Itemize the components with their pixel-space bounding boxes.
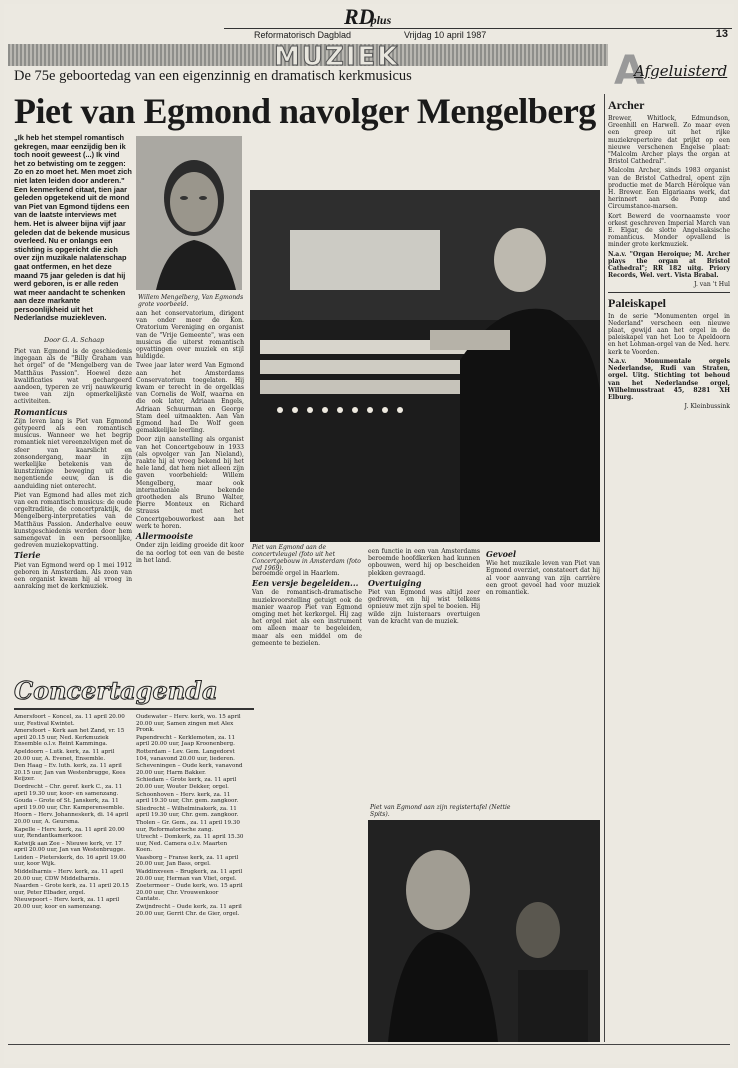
agenda-entry: Den Haag – Ev. luth. kerk, za. 11 april 20.15 uur, Jan van Westenbrugge, Kees Keijzer. [14, 763, 126, 783]
agenda-column-right [136, 714, 244, 918]
page-bottom-rule [8, 1044, 730, 1045]
masthead-rule [224, 28, 732, 29]
article-headline: Piet van Egmond navolger Mengelberg [14, 91, 596, 131]
agenda-entry: Zoetermeer – Oude kerk, wo. 15 april 20.00 uur, Chr. Vrouwenkoor Cantate. [136, 883, 243, 903]
issue-date: Vrijdag 10 april 1987 [404, 30, 487, 40]
review-column-logo [614, 48, 732, 94]
subhead-allermooiste: Allermooiste [136, 531, 194, 542]
agenda-entry: Middelharnis – Herv. kerk, za. 11 april 20.00 uur, CDW Middelharnis. [14, 869, 124, 882]
subhead-tierie: Tierie [14, 550, 41, 561]
subhead-een-versje: Een versje begeleiden... [252, 578, 359, 589]
agenda-entry: Apeldoorn – Lutk. kerk, za. 11 april 20.00 uur, A. Evenet, Ensemble. [14, 748, 115, 762]
photo-caption-2: Piet van Egmond aan de concertvleugel (foto uit het Concertgebouw in Amsterdam (foto rvd 1969). [252, 544, 361, 572]
article-column-3: beroemde orgel in Haarlem. Een versje begeleiden... Van de romantisch-dramatische muziekvoorstelling getuigt ook de manier waarop Piet van Egmond omging met het kerkorgel. Hij zag het orgel niet als een instrument om alleen maar te begeleiden, maar als een middel om de gemeente te bezielen. [252, 570, 362, 647]
agenda-entry: Gouda – Grote of St. Janskerk, za. 11 april 19.00 uur, Chr. Kamperensemble. [14, 798, 125, 811]
newspaper-page [4, 4, 734, 1064]
organist-portrait-photo [368, 820, 600, 1042]
agenda-entry: Zwijndrecht – Oude kerk, za. 11 april 20.00 uur, Gerrit Chr. de Gier, orgel. [136, 904, 242, 917]
subhead-romanticus: Romanticus [14, 406, 68, 417]
mengelberg-photo [136, 136, 242, 290]
agenda-entry: Sliedrecht – Wilhelminakerk, za. 11 april 19.30 uur, Chr. gem. zangkoor. [136, 805, 239, 819]
review-column [608, 98, 730, 412]
subhead-overtuiging: Overtuiging [368, 577, 422, 588]
article-column-2: aan het conservatorium, dirigent van onder meer de Kon. Oratorium Vereniging en organist van de "Vrije Gemeente", was een musicus die uiterst romantisch opvattingen over muziek en stijl huldigde. Twee jaar later werd Van Egmond aan het Amsterdams Conservatorium toegelaten. Hij kwam er terecht in de orgelklas van Cornelis de Wolf, waarna en die ook later, Adriaan Engels, Adriaan Schuurman en George Stam deel uitmaakten. Aan Van Egmond had De Wolf geen gemakkelijke leerling. Door zijn aanstelling als organist van het Concertgebouw in 1933 (als opvolger van Jan Nieland), raakte hij al vroeg bekend bij het hele land, dat hem niet alleen zijn gaven voorbehield: Willem Mengelberg, maar ook internationale bekende grootheden als Bruno Walter, Pierre Monteux en Richard Strauss met het Concertgebouworkest aan het werk te horen. Allermooiste Onder zijn leiding groeide dit koor de na oorlog tot een van de beste in het land. [136, 310, 244, 564]
agenda-entry: Dordrecht – Chr. geref. kerk C., za. 11 april 19.30 uur, koor- en samenzang. [14, 783, 123, 797]
agenda-entry: Tholen – Gr. Gem., za. 11 april 19.30 uur, Reformatorische zang. [136, 819, 240, 833]
agenda-entry: Utrecht – Domkerk, za. 11 april 15.30 uur, Ned. Camera o.l.v. Maarten Koen. [136, 834, 244, 854]
newspaper-logo: RDplus [344, 4, 392, 29]
article-column-5: Gevoel Wie het muzikale leven van Piet van Egmond overziet, constateert dat hij al voor aanvang van zijn carrière een groot gevoel had voor muziek en romantiek. [486, 549, 600, 597]
agenda-entry: Schiedam – Grote kerk, za. 11 april 20.00 uur, Wouter Dekker, orgel. [136, 777, 237, 790]
review-title-archer: Archer [608, 98, 645, 112]
agenda-entry: Katwijk aan Zee – Nieuwe kerk, vr. 17 april 20.00 uur, Jan van Westenbrugge. [14, 840, 126, 854]
byline: Door G. A. Schaap [44, 336, 105, 344]
agenda-entry: Waddinxveen – Brugkerk, za. 11 april 20.00 uur, Herman van Vliet, orgel. [136, 869, 243, 882]
agenda-entry: Papendrecht – Kerklemoten, za. 11 april 20.00 uur, Jaap Kroonenberg. [136, 734, 236, 748]
review-archer-text: Brewer, Whitlock, Edmundson, Greenhill en Harwell. Zo maar even een greep uit het rijke muziekrepertoire dat prijkt op een nieuwe verschenen Engelse plaat: "Malcolm Archer plays the organ at Bristol Cathedral". Malcolm Archer, sinds 1983 organist van de Bristol Cathedral, opent zijn productie met de March Héroïque van H. Brewer. Een Elgariaans werk, dat herinnert aan de Pomp and Circumstance-marsen. Kort Bewerd de voornaamste voor orkest geschreven Imperial March van E. Elgar, de slotte Angelsaksische romanticus. Monder opvallend is minder grote kerkmuziek. N.a.v. "Organ Heroique; M. Archer plays the organ at Bristol Cathedral"; RR 182 uitg. Priory Records, Wel. vert. Vista Brabal. J. van 't Hul [608, 115, 730, 289]
review-logo-title: Afgeluisterd [634, 62, 728, 80]
agenda-entry: Schoonhoven – Herv. kerk, za. 11 april 19.30 uur, Chr. gem. zangkoor. [136, 791, 239, 805]
review-title-paleiskapel: Paleiskapel [608, 295, 667, 310]
agenda-entry: Hoorn – Herv. Johanneskerk, di. 14 april 20.00 uur, A. Geursma. [14, 812, 129, 825]
column-divider [604, 94, 605, 1042]
article-column-4: een functie in een van Amsterdams beroemde hoofdkerken had kunnen opbouwen, werd hij op bescheiden plekken gevraagd. Overtuiging Piet van Egmond was altijd zeer gedreven, en hij wist telkens opnieuw met zijn spel te boeien. Hij wilde zijn luisteraars overtuigen van de kracht van de muziek. [368, 548, 480, 625]
agenda-rule [14, 708, 254, 710]
review-paleiskapel-text: In de serie "Monumenten orgel in Nederland" verscheen een nieuwe plaat, gewijd aan het orgel in de paleiskapel van het Loo te Apeldoorn en het Lohman-orgel van de Ned. herv. kerk te Voorden. N.a.v. Monumentale orgels Nederlandse, Rudi van Straten, orgel. Uitg. Stichting tot behoud van het Nederlandse orgel, Wilhelmusstraat 45, 8281 XH Elburg. J. Kleinbussink [608, 312, 730, 411]
agenda-entry: Naarden – Grote kerk, za. 11 april 20.15 uur, Peter Elbader, orgel. [14, 883, 129, 896]
agenda-entry: Leiden – Pieterskerk, do. 16 april 19.00 uur, koor Wijk. [14, 854, 127, 868]
photo-caption-3: Piet van Egmond aan zijn registertafel (Nettie Spits). [370, 804, 511, 818]
agenda-column-left [14, 714, 130, 912]
subhead-gevoel: Gevoel [486, 549, 517, 559]
article-intro: „Ik heb het stempel romantisch gekregen, maar eenzijdig ben ik toch nooit geweest (...) Ik vind het zo betwisting om te zeggen: Zo en zo moet het. Men moet zich niet laten leiden door anderen." Een kenmerkend citaat, tien jaar geleden opgetekend uit de mond van Piet van Egmond tijdens een van de laatste interviews met hem. Het is alweer bijna vijf jaar geleden dat de bekende musicus overleed. Nu er onlangs een stichting is opgericht die zich over zijn muzikale nalatenschap gaat ontfermen, en het deze maand 75 jaar geleden is dat hij werd geboren, is er alle reden wat meer aandacht te schenken aan deze markante persoonlijkheid uit het Nederlandse muziekleven. [14, 133, 132, 323]
organ-console-photo [250, 190, 600, 542]
article-subtitle: De 75e geboortedag van een eigenzinnig en dramatisch kerkmusicus [14, 68, 412, 84]
review-divider [608, 292, 730, 293]
section-title: MUZIEK [274, 42, 400, 72]
review-logo-letter: A [614, 48, 645, 94]
page-number: 13 [715, 28, 728, 40]
agenda-entry: Oudewater – Herv. kerk, wo. 15 april 20.00 uur, Samen zingen met Alex Pronk. [136, 714, 241, 734]
agenda-entry: Rotterdam – Lev. Gem. Langedorst 104, vanavond 20.00 uur, liederen. [136, 748, 235, 762]
agenda-entry: Kapelle – Herv. kerk, za. 11 april 20.00 uur, Rendantkamerkoor. [14, 826, 125, 840]
agenda-entry: Amersfoort – Kerk aan het Zand, vr. 15 april 20.15 uur, Ned. Kerkmuziek Ensemble o.l.v. Reint Kamminga. [14, 728, 125, 748]
article-column-1: Piet van Egmond is de geschiedenis ingegaan als de "Billy Graham van het orgel" of de "Mengelberg van de Matthäus Passion". Hoewel deze kwalificaties wat gechargeerd aandoen, typeren ze vrij nauwkeurig twee van zijn opmerkelijkste activiteiten. Romanticus Zijn leven lang is Piet van Egmond getypeerd als een romantisch musicus. Wanneer we het begrip romantiek niet vereenzelvigen met de sfeer van kaarslicht en zonsondergang, maar in zijn werkelijke betekenis van de kunstzinnige beweging uit de negentiende eeuw, dan is die aanduiding niet onterecht. Piet van Egmond had alles met zich van een romantisch musicus: de oude orgeltraditie, de concertpraktijk, de Mengelberg-interpretaties van de Matthäus Passion. Anderhalve eeuw kunstgeschiedenis werden door hem samengevat in een persoonlijke, gedreven muziekopvatting. Tierie Piet van Egmond werd op 1 mei 1912 geboren in Amsterdam. Als zoon van een organist kwam hij al vroeg in aanraking met de kerkmuziek. [14, 348, 132, 591]
review-signature-1: J. van 't Hul [693, 281, 730, 289]
agenda-entry: Vaasborg – Franse kerk, za. 11 april 20.00 uur, Jan Bass, orgel. [136, 854, 239, 868]
photo-caption-1: Willem Mengelberg, Van Egmonds grote voorbeeld. [138, 294, 244, 308]
agenda-entry: Amersfoort – Koncel, za. 11 april 20.00 uur, Festival Kwintet. [14, 714, 125, 727]
concert-agenda-title: Concertagenda [14, 676, 218, 705]
agenda-entry: Nieuwpoort – Herv. kerk, za. 11 april 20.00 uur, koor en samenzang. [14, 897, 120, 911]
agenda-entry: Scheveningen – Oude kerk, vanavond 20.00 uur, Harm Bakker. [136, 763, 243, 776]
review-signature-2: J. Kleinbussink [684, 403, 730, 411]
paper-name: Reformatorisch Dagblad [254, 30, 352, 40]
